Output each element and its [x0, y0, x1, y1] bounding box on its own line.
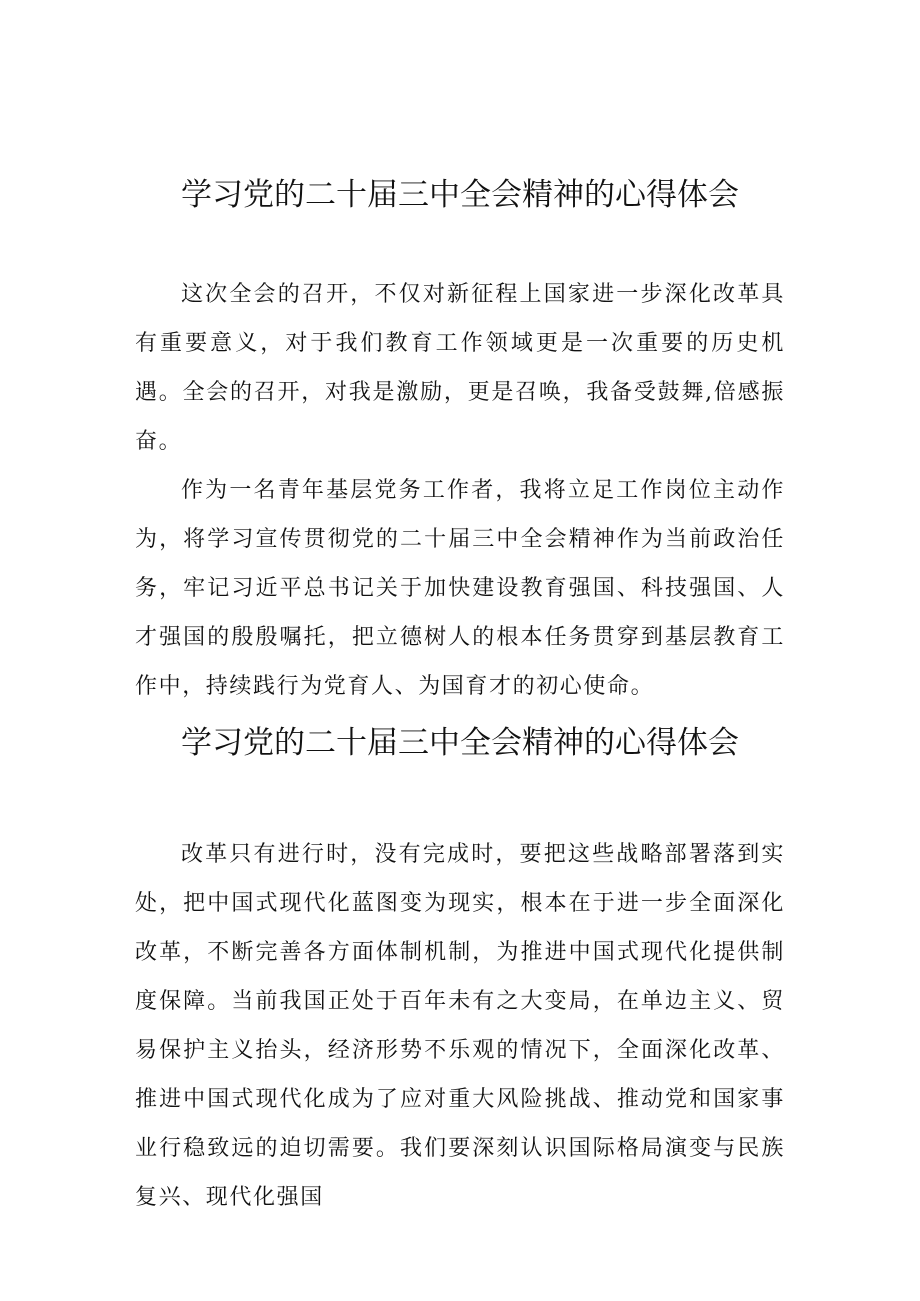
essay-paragraph: 改革只有进行时，没有完成时，要把这些战略部署落到实处，把中国式现代化蓝图变为现实，根本在于进一步全面深化改革，不断完善各方面体制机制，为推进中国式现代化提供制度保障。当前我国正处于百年未有之大变局，在单边主义、贸易保护主义抬头，经济形势不乐观的情况下，全面深化改革、推进中国式现代化成为了应对重大风险挑战、推动党和国家事业行稳致远的迫切需要。我们要深刻认识国际格局演变与民族复兴、现代化强国 [135, 842, 785, 1210]
essay-section-1 [135, 170, 785, 711]
essay-section-2 [135, 718, 785, 1222]
essay-title-2: 学习党的二十届三中全会精神的心得体会 [181, 725, 739, 761]
essay-body-2 [135, 830, 785, 1222]
essay-paragraph: 这次全会的召开，不仅对新征程上国家进一步深化改革具有重要意义，对于我们教育工作领域更是一次重要的历史机遇。全会的召开，对我是激励，更是召唤，我备受鼓舞,倍感振奋。 [135, 282, 785, 454]
essay-paragraph: 作为一名青年基层党务工作者，我将立足工作岗位主动作为，将学习宣传贯彻党的二十届三中全会精神作为当前政治任务，牢记习近平总书记关于加快建设教育强国、科技强国、人才强国的殷殷嘱托，把立德树人的根本任务贯穿到基层教育工作中，持续践行为党育人、为国育才的初心使命。 [135, 478, 785, 699]
essay-body-1 [135, 270, 785, 711]
essay-title-1: 学习党的二十届三中全会精神的心得体会 [181, 177, 739, 213]
